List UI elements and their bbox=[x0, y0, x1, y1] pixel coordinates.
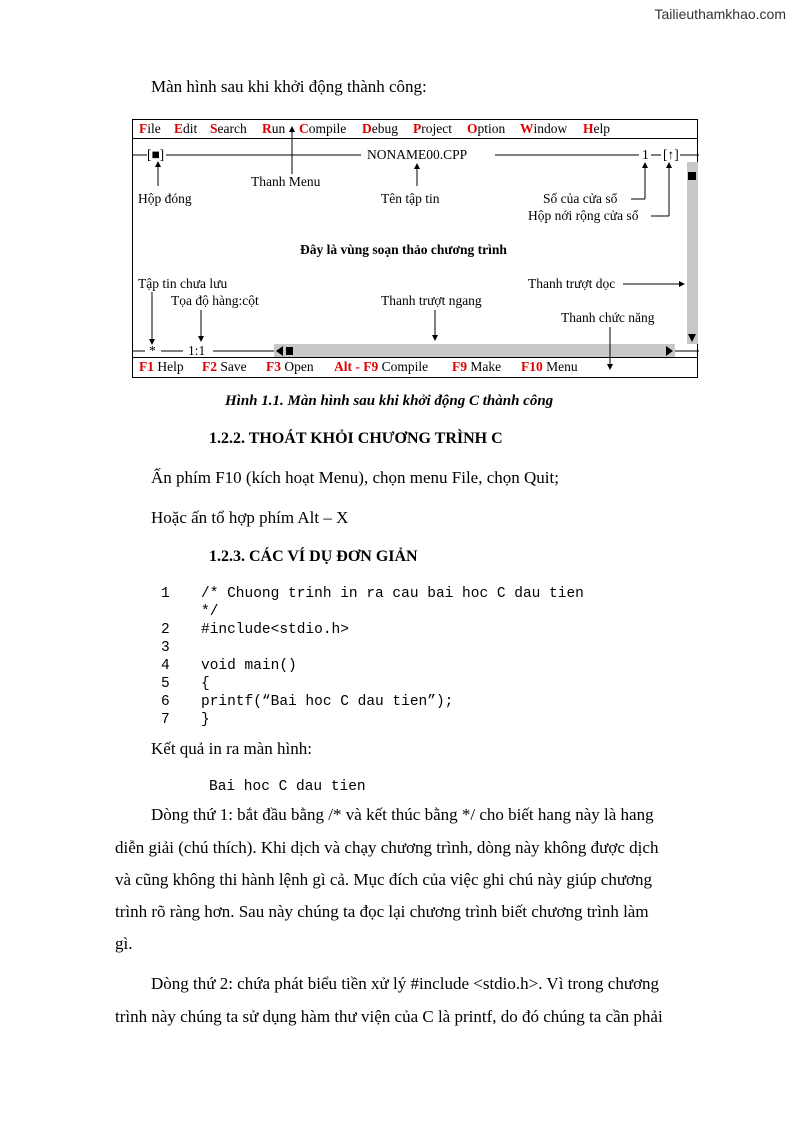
paragraph-1-line: gì. bbox=[115, 934, 133, 953]
menu-run[interactable]: Run bbox=[262, 121, 286, 136]
line-number: 3 bbox=[161, 640, 170, 656]
line-number: 2 bbox=[161, 622, 170, 638]
label-window-number: Số của cửa sổ bbox=[543, 191, 618, 206]
paragraph-1-line: Dòng thứ 1: bắt đầu bằng /* và kết thúc bằng */ cho biết hang này là hang bbox=[151, 805, 654, 824]
line-number: 4 bbox=[161, 658, 170, 674]
code-line: #include<stdio.h> bbox=[201, 622, 349, 638]
label-coordinates: Tọa độ hàng:cột bbox=[171, 293, 259, 308]
menu-help[interactable]: Help bbox=[583, 121, 611, 136]
code-line: { bbox=[201, 676, 210, 692]
edit-area-label: Đây là vùng soạn thảo chương trình bbox=[300, 242, 507, 257]
fkey-open[interactable]: F3 Open bbox=[266, 359, 314, 374]
label-close-box: Hộp đóng bbox=[138, 191, 192, 206]
code-line: void main() bbox=[201, 658, 297, 674]
fkey-make[interactable]: F9 Make bbox=[452, 359, 502, 374]
menu-edit[interactable]: Edit bbox=[174, 121, 198, 136]
zoom-box[interactable]: [↑] bbox=[663, 147, 679, 162]
label-hscroll: Thanh trượt ngang bbox=[381, 293, 482, 308]
paragraph-1-line: trình rõ ràng hơn. Sau này chúng ta đọc lại chương trình biết chương trình làm bbox=[115, 902, 649, 921]
section-1-2-3-heading: 1.2.3. CÁC VÍ DỤ ĐƠN GIẢN bbox=[209, 548, 418, 565]
label-vscroll: Thanh trượt dọc bbox=[528, 276, 616, 291]
label-function-bar: Thanh chức năng bbox=[561, 310, 655, 325]
intro-text: Màn hình sau khi khởi động thành công: bbox=[151, 77, 427, 96]
window-filename: NONAME00.CPP bbox=[367, 147, 468, 162]
menu-file[interactable]: File bbox=[139, 121, 161, 136]
label-zoom-box: Hộp nới rộng cửa sổ bbox=[528, 208, 639, 223]
quit-instruction-2: Hoặc ấn tổ hợp phím Alt – X bbox=[151, 508, 349, 527]
program-output: Bai hoc C dau tien bbox=[209, 779, 366, 795]
code-line: */ bbox=[201, 604, 219, 620]
menu-search[interactable]: Search bbox=[210, 121, 247, 136]
cursor-position: 1:1 bbox=[188, 343, 206, 358]
window-number: 1 bbox=[642, 147, 649, 162]
fkey-help[interactable]: F1 Help bbox=[139, 359, 184, 374]
code-line: /* Chuong trinh in ra cau bai hoc C dau tien bbox=[201, 586, 584, 602]
line-number: 5 bbox=[161, 676, 170, 692]
close-box[interactable]: [■] bbox=[147, 147, 165, 162]
label-unsaved: Tập tin chưa lưu bbox=[138, 276, 228, 291]
watermark: Tailieuthamkhao.com bbox=[654, 6, 786, 22]
paragraph-2-line: Dòng thứ 2: chứa phát biểu tiền xử lý #include <stdio.h>. Vì trong chương bbox=[151, 974, 660, 993]
ide-figure bbox=[132, 119, 698, 378]
menu-project[interactable]: Project bbox=[413, 121, 452, 136]
menu-option[interactable]: Option bbox=[467, 121, 506, 136]
label-menu-bar: Thanh Menu bbox=[251, 174, 321, 189]
line-number: 1 bbox=[161, 586, 170, 602]
paragraph-2-line: trình này chúng ta sử dụng hàm thư viện của C là printf, do đó chúng ta cần phải bbox=[115, 1007, 663, 1026]
fkey-menu[interactable]: F10 Menu bbox=[521, 359, 578, 374]
menu-window[interactable]: Window bbox=[520, 121, 568, 136]
label-file-name: Tên tập tin bbox=[381, 191, 440, 206]
figure-caption: Hình 1.1. Màn hình sau khi khởi động C thành công bbox=[225, 393, 554, 409]
section-1-2-2-heading: 1.2.2. THOÁT KHỎI CHƯƠNG TRÌNH C bbox=[209, 430, 503, 447]
line-number: 6 bbox=[161, 694, 170, 710]
code-line: printf(“Bai hoc C dau tien”); bbox=[201, 694, 454, 710]
menu-debug[interactable]: Debug bbox=[362, 121, 398, 136]
line-number: 7 bbox=[161, 712, 170, 728]
code-line: } bbox=[201, 712, 210, 728]
quit-instruction-1: Ấn phím F10 (kích hoạt Menu), chọn menu File, chọn Quit; bbox=[151, 468, 559, 487]
paragraph-1-line: diễn giải (chú thích). Khi dịch và chạy chương trình, dòng này không được dịch bbox=[115, 838, 659, 857]
menu-compile[interactable]: Compile bbox=[299, 121, 347, 136]
fkey-compile[interactable]: Alt - F9 Compile bbox=[334, 359, 429, 374]
paragraph-1-line: và cũng không thi hành lệnh gì cả. Mục đích của việc ghi chú này giúp chương bbox=[115, 870, 653, 889]
result-label: Kết quả in ra màn hình: bbox=[151, 739, 312, 758]
fkey-save[interactable]: F2 Save bbox=[202, 359, 247, 374]
function-bar bbox=[133, 357, 697, 377]
unsaved-mark: * bbox=[149, 343, 156, 358]
